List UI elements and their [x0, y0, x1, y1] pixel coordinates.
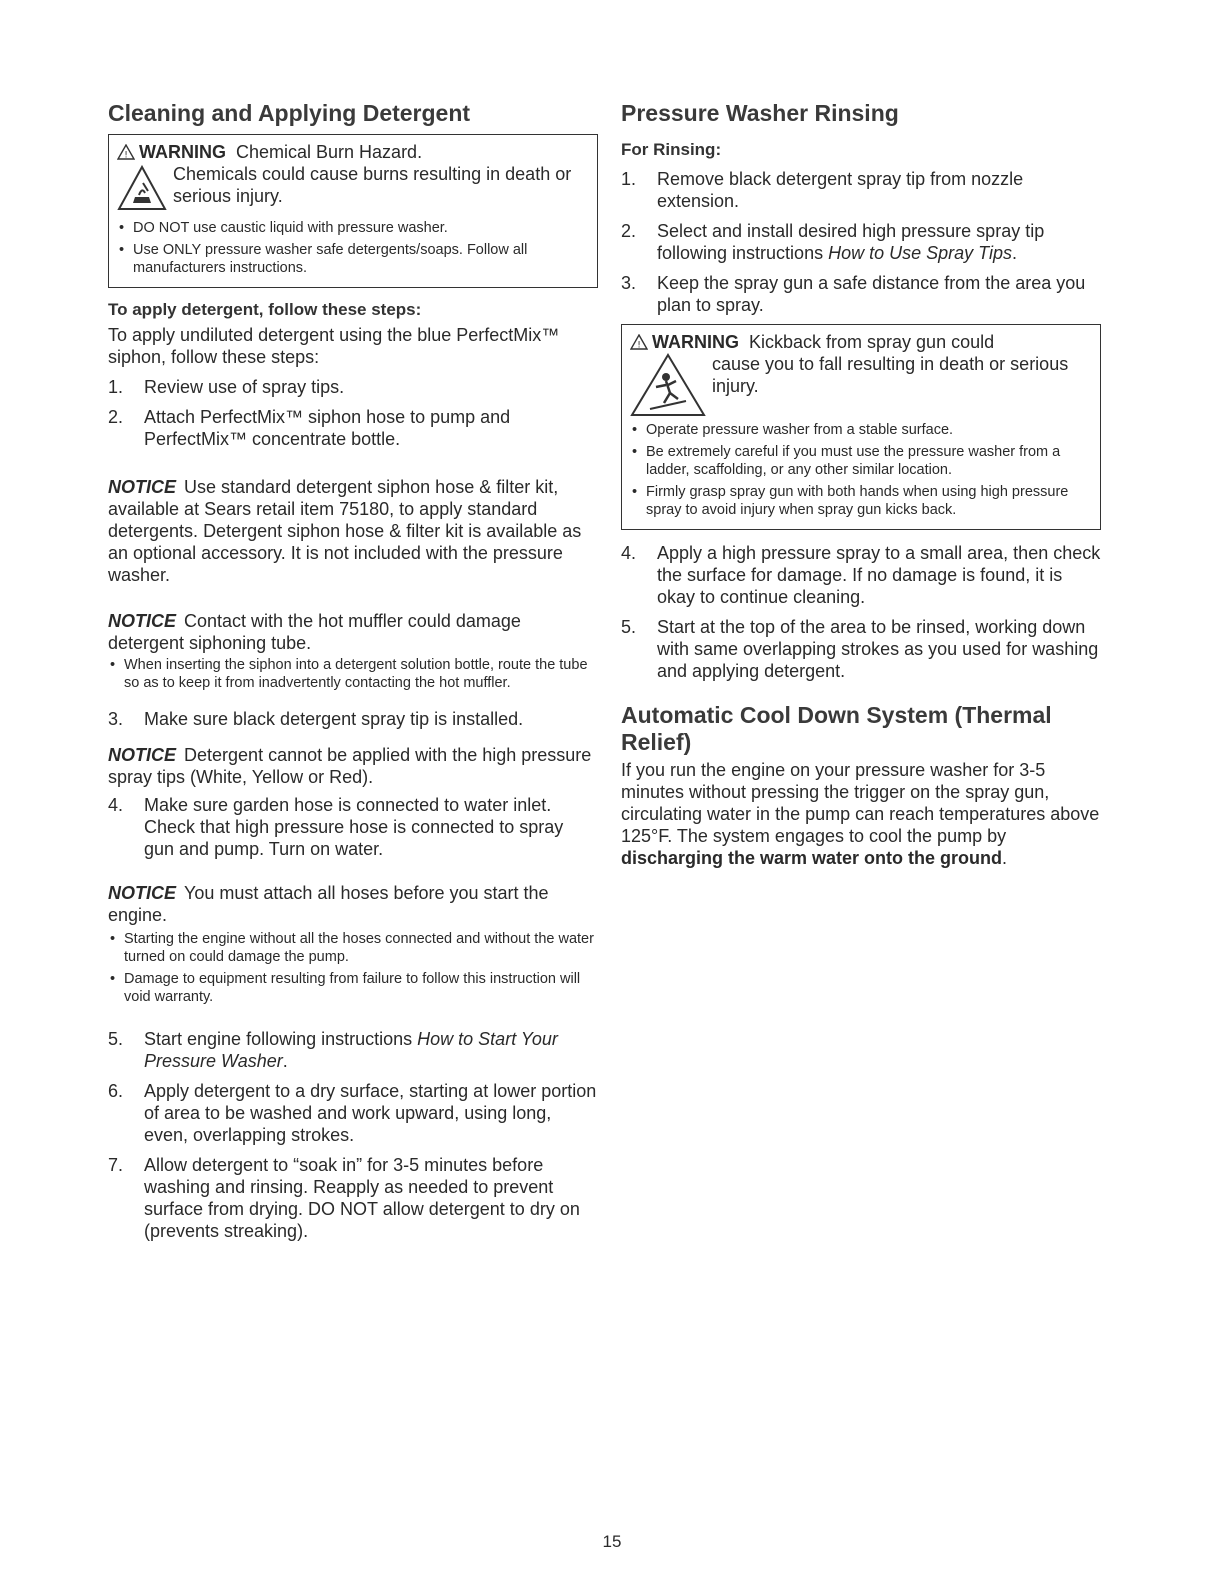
list-item: • When inserting the siphon into a detergent solution bottle, route the tube so as to keep it from inadvertently contacting the hot muffler. [108, 656, 598, 692]
warning-title-line [117, 141, 589, 163]
notice-hot-muffler [108, 610, 598, 654]
step-text: Start at the top of the area to be rinsed, working down with same overlapping strokes as you used for washing and applying detergent. [657, 617, 1099, 682]
notice-muffler-bullets [108, 656, 598, 692]
warning-hazard: Chemical Burn Hazard. [236, 142, 423, 163]
notice-label: NOTICE [108, 745, 177, 766]
step-number: 5. [108, 1029, 124, 1050]
notice-hoses-bullets [108, 930, 598, 1006]
step-text: Attach PerfectMix™ siphon hose to pump and PerfectMix™ concentrate bottle. [144, 407, 511, 450]
step-reference: How to Start Your Pressure Washer [144, 1029, 558, 1072]
warning-triangle-icon [630, 334, 648, 350]
list-item: • Starting the engine without all the hoses connected and without the water turned on could damage the pump. [108, 930, 598, 966]
step-text: Make sure black detergent spray tip is installed. [144, 709, 524, 730]
step-text-end: . [282, 1051, 288, 1072]
step-item [621, 168, 1101, 212]
step-number: 1. [108, 377, 124, 398]
step-item [108, 708, 598, 730]
step-text: Start engine following instructions [144, 1029, 418, 1050]
step-text: Review use of spray tips. [144, 377, 345, 398]
paragraph-end: . [1002, 848, 1008, 869]
step-item [108, 1154, 598, 1242]
step-number: 5. [621, 617, 637, 638]
apply-detergent-subheading: To apply detergent, follow these steps: [108, 300, 422, 320]
for-rinsing-subheading: For Rinsing: [621, 140, 722, 160]
list-item: • DO NOT use caustic liquid with pressure washer. [117, 219, 589, 237]
kickback-warning-box [621, 324, 1101, 530]
step-item [621, 220, 1101, 264]
warning-text: cause you to fall resulting in death or serious injury. [712, 354, 1069, 397]
step-text: Make sure garden hose is connected to water inlet. Check that high pressure hose is connected to spray gun and pump. Turn on water. [144, 795, 564, 860]
step-reference: How to Use Spray Tips [828, 243, 1012, 264]
list-item: • Firmly grasp spray gun with both hands when using high pressure spray to avoid injury when spray gun kicks back. [630, 483, 1092, 519]
list-item: • Be extremely careful if you must use the pressure washer from a ladder, scaffolding, or any other similar location. [630, 443, 1092, 479]
step-item [621, 272, 1101, 316]
step-text: Remove black detergent spray tip from nozzle extension. [657, 169, 1024, 212]
step-text-end: . [1012, 243, 1018, 264]
section-heading-detergent: Cleaning and Applying Detergent [108, 100, 471, 126]
notice-label: NOTICE [108, 477, 177, 498]
notice-label: NOTICE [108, 611, 177, 632]
cooldown-paragraph [621, 759, 1101, 869]
notice-siphon-kit [108, 476, 598, 586]
list-item: • Use ONLY pressure washer safe detergents/soaps. Follow all manufacturers instructions. [117, 241, 589, 277]
step-item [108, 406, 598, 450]
left-column [108, 100, 598, 1250]
warning-bullets [117, 219, 589, 277]
chemical-warning-box [108, 134, 598, 288]
warning-text: Chemicals could cause burns resulting in death or serious injury. [173, 164, 572, 207]
notice-label: NOTICE [108, 883, 177, 904]
steps-list-d [108, 1028, 598, 1242]
step-text: Select and install desired high pressure spray tip following instructions [657, 221, 1045, 264]
step-item [621, 616, 1101, 682]
notice-spray-tips [108, 744, 598, 788]
warning-bullets [630, 421, 1092, 519]
step-item [108, 376, 598, 398]
notice-text: Detergent cannot be applied with the high pressure spray tips (White, Yellow or Red). [108, 745, 592, 788]
step-text: Allow detergent to “soak in” for 3-5 minutes before washing and rinsing. Reapply as needed to prevent surface from drying. DO NOT allow detergent to dry on (prevents streaking). [144, 1155, 580, 1242]
rinse-steps-a [621, 168, 1101, 316]
steps-list-c [108, 794, 598, 860]
step-item [108, 1080, 598, 1146]
rinse-steps-b [621, 542, 1101, 682]
step-text: Keep the spray gun a safe distance from the area you plan to spray. [657, 273, 1086, 316]
step-number: 2. [108, 407, 124, 428]
step-text: Apply detergent to a dry surface, starting at lower portion of area to be washed and work upward, using long, even, overlapping strokes. [144, 1081, 597, 1146]
right-column [621, 100, 1101, 877]
svg-text:!: ! [124, 150, 128, 161]
list-item: • Operate pressure washer from a stable surface. [630, 421, 1092, 439]
step-item [108, 794, 598, 860]
notice-attach-hoses [108, 882, 598, 926]
section-heading-rinsing: Pressure Washer Rinsing [621, 100, 899, 126]
notice-text: Use standard detergent siphon hose & filter kit, available at Sears retail item 75180, to apply standard detergents. Detergent siphon hose & filter kit is available as an optional accessory. It is not included with the pressure washer. [108, 477, 582, 586]
warning-body [117, 163, 589, 213]
warning-title-line [630, 331, 1092, 353]
section-heading-cooldown: Automatic Cool Down System (Thermal Relief) [621, 702, 1052, 755]
page-number: 15 [602, 1532, 622, 1551]
step-number: 1. [621, 169, 637, 190]
warning-word: WARNING [139, 142, 226, 163]
warning-word: WARNING [652, 332, 739, 353]
steps-list-a [108, 376, 598, 450]
warning-hazard: Kickback from spray gun could [749, 332, 995, 353]
list-item: • Damage to equipment resulting from failure to follow this instruction will void warranty. [108, 970, 598, 1006]
step-number: 3. [108, 709, 124, 730]
fall-hazard-icon [630, 353, 706, 417]
step-number: 4. [621, 543, 637, 564]
notice-text: You must attach all hoses before you start the engine. [108, 883, 549, 926]
warning-body [630, 353, 1092, 417]
notice-text: Contact with the hot muffler could damage detergent siphoning tube. [108, 611, 521, 654]
steps-list-b [108, 708, 598, 730]
chemical-burn-hazard-icon [117, 163, 167, 213]
step-number: 4. [108, 795, 124, 816]
svg-text:!: ! [637, 340, 641, 351]
intro-paragraph: To apply undiluted detergent using the blue PerfectMix™ siphon, follow these steps: [108, 325, 560, 368]
step-item [621, 542, 1101, 608]
step-number: 6. [108, 1081, 124, 1102]
warning-triangle-icon [117, 144, 135, 160]
step-item [108, 1028, 598, 1072]
step-text: Apply a high pressure spray to a small area, then check the surface for damage. If no damage is found, it is okay to continue cleaning. [657, 543, 1101, 608]
step-number: 3. [621, 273, 637, 294]
step-number: 2. [621, 221, 637, 242]
step-number: 7. [108, 1155, 124, 1176]
paragraph-text: If you run the engine on your pressure washer for 3-5 minutes without pressing the trigger on the spray gun, circulating water in the pump can reach temperatures above 125°F. The system engages to cool the pump by [621, 760, 1100, 847]
paragraph-emphasis: discharging the warm water onto the ground [621, 848, 1003, 869]
